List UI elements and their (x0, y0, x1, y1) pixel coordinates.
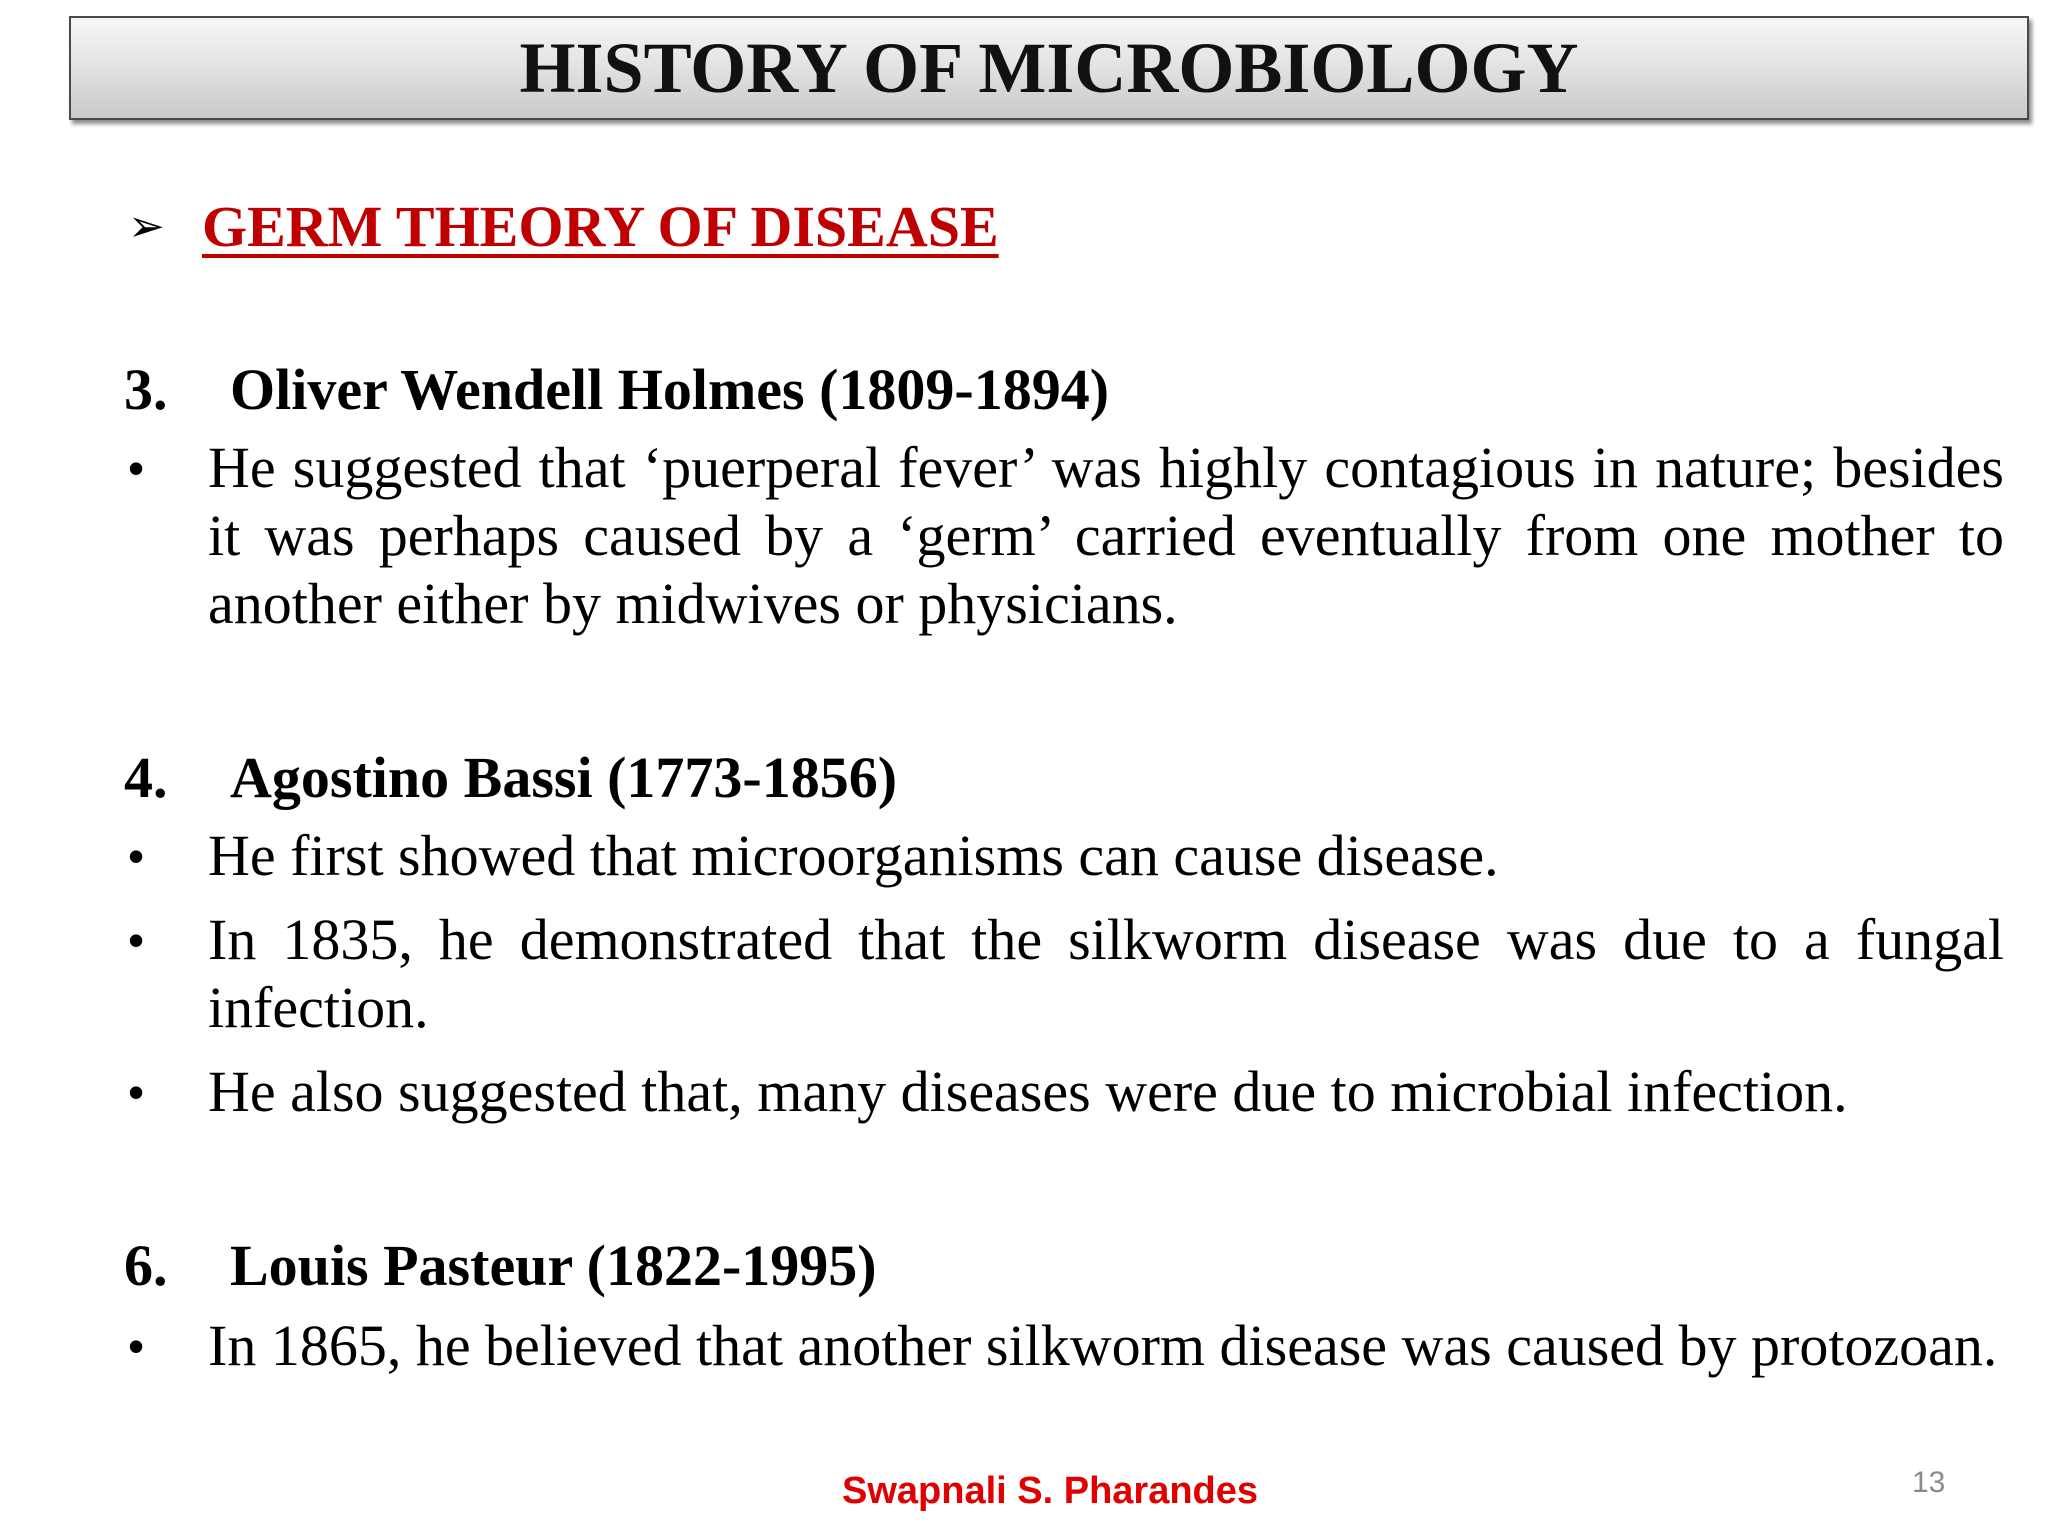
footer-author: Swapnali S. Pharandes (842, 1470, 1259, 1512)
person-number: 4. (124, 745, 168, 810)
person-name: Agostino Bassi (1773-1856) (230, 745, 898, 810)
person-name: Louis Pasteur (1822-1995) (230, 1233, 877, 1298)
list-item (124, 434, 2004, 638)
person-heading (124, 1232, 2004, 1300)
slide-title: HISTORY OF MICROBIOLOGY (519, 28, 1579, 108)
title-banner (69, 16, 2029, 120)
person-block-holmes (124, 356, 2004, 638)
bullet-text: He also suggested that, many diseases were due to microbial infection. (208, 1059, 1848, 1124)
list-item (124, 1058, 2004, 1126)
person-number: 6. (124, 1233, 168, 1298)
list-item (124, 1312, 2004, 1380)
bullet-dot-icon: • (128, 914, 145, 966)
bullet-dot-icon: • (128, 442, 145, 494)
bullet-dot-icon: • (128, 1320, 145, 1372)
person-block-pasteur (124, 1232, 2004, 1380)
person-heading (124, 356, 2004, 424)
bullet-list (124, 434, 2004, 638)
person-number: 3. (124, 357, 168, 422)
bullet-text: He suggested that ‘puerperal fever’ was highly contagious in nature; besides it was perhaps caused by a ‘germ’ carried eventually from one mother to another either by midwives or physicians. (208, 435, 2004, 636)
bullet-list (124, 822, 2004, 1126)
person-name: Oliver Wendell Holmes (1809-1894) (230, 357, 1110, 422)
page-number: 13 (1912, 1466, 1946, 1499)
bullet-text: In 1835, he demonstrated that the silkworm disease was due to a fungal infection. (208, 907, 2004, 1040)
bullet-dot-icon: • (128, 1066, 145, 1118)
bullet-text: He first showed that microorganisms can cause disease. (208, 823, 1499, 888)
bullet-dot-icon: • (128, 830, 145, 882)
section-heading (128, 194, 999, 259)
bullet-text: In 1865, he believed that another silkworm disease was caused by protozoan. (208, 1313, 1998, 1378)
arrow-bullet-icon: ➢ (128, 201, 165, 252)
bullet-list (124, 1312, 2004, 1380)
list-item (124, 906, 2004, 1042)
section-heading-text: GERM THEORY OF DISEASE (202, 194, 999, 259)
person-block-bassi (124, 744, 2004, 1126)
list-item (124, 822, 2004, 890)
person-heading (124, 744, 2004, 812)
